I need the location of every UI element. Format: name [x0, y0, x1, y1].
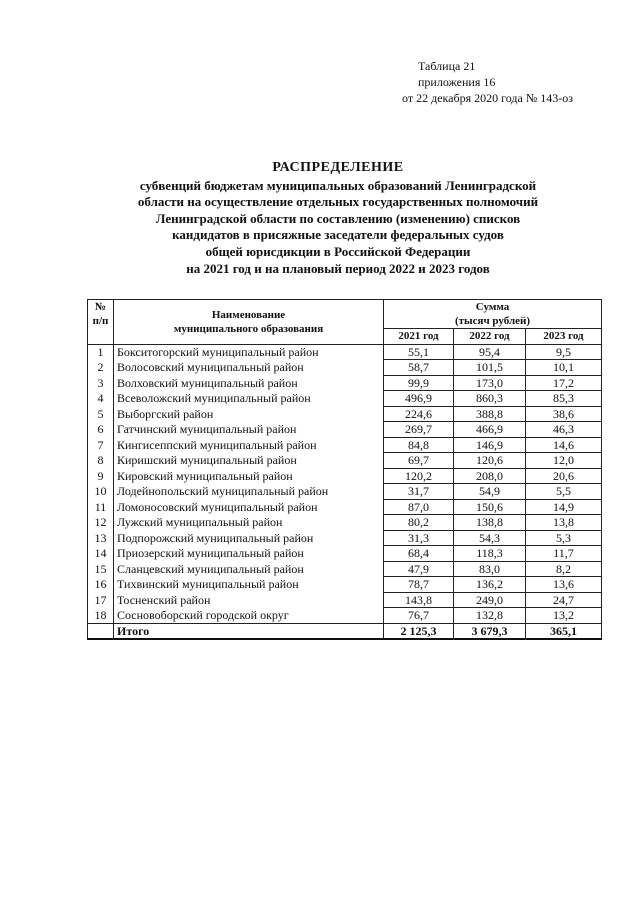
row-number: 18	[88, 608, 114, 624]
value-2022: 132,8	[454, 608, 526, 624]
title-heading: РАСПРЕДЕЛЕНИЕ	[272, 160, 404, 175]
value-2022: 54,3	[454, 530, 526, 546]
value-2023: 9,5	[526, 344, 602, 360]
municipality-name: Всеволожский муниципальный район	[114, 391, 384, 407]
column-header-2023: 2023 год	[526, 329, 602, 345]
value-2021: 120,2	[384, 468, 454, 484]
table-row	[88, 437, 602, 453]
column-header-sum	[384, 300, 602, 329]
total-row	[88, 623, 602, 639]
distribution-table	[87, 299, 602, 640]
value-2022: 249,0	[454, 592, 526, 608]
row-number: 4	[88, 391, 114, 407]
municipality-name: Сланцевский муниципальный район	[114, 561, 384, 577]
table-row	[88, 422, 602, 438]
municipality-name: Киришский муниципальный район	[114, 453, 384, 469]
value-2023: 8,2	[526, 561, 602, 577]
title-line: кандидатов в присяжные заседатели федеральных судов	[172, 227, 504, 243]
value-2023: 5,5	[526, 484, 602, 500]
municipality-name: Сосновоборский городской округ	[114, 608, 384, 624]
municipality-name: Бокситогорский муниципальный район	[114, 344, 384, 360]
total-2021: 2 125,3	[384, 623, 454, 639]
value-2023: 46,3	[526, 422, 602, 438]
total-2023: 365,1	[526, 623, 602, 639]
value-2021: 58,7	[384, 360, 454, 376]
column-header-sum-line: Сумма	[475, 301, 510, 313]
value-2022: 83,0	[454, 561, 526, 577]
row-number: 1	[88, 344, 114, 360]
value-2021: 47,9	[384, 561, 454, 577]
title-line: на 2021 год и на плановый период 2022 и 2023 годов	[186, 260, 490, 276]
value-2021: 31,3	[384, 530, 454, 546]
value-2023: 14,6	[526, 437, 602, 453]
municipality-name: Лужский муниципальный район	[114, 515, 384, 531]
municipality-name: Выборгский район	[114, 406, 384, 422]
column-header-2021: 2021 год	[384, 329, 454, 345]
value-2023: 38,6	[526, 406, 602, 422]
value-2023: 13,8	[526, 515, 602, 531]
value-2021: 55,1	[384, 344, 454, 360]
title-line: Ленинградской области по составлению (изменению) списков	[155, 210, 521, 226]
title-line: субвенций бюджетам муниципальных образований Ленинградской	[139, 177, 537, 193]
row-number: 11	[88, 499, 114, 515]
appendix-reference	[402, 58, 630, 106]
total-label: Итого	[114, 623, 384, 639]
value-2022: 118,3	[454, 546, 526, 562]
value-2022: 138,8	[454, 515, 526, 531]
column-header-name-line: Наименование	[211, 308, 286, 321]
value-2021: 84,8	[384, 437, 454, 453]
total-2022: 3 679,3	[454, 623, 526, 639]
column-header-number	[88, 300, 114, 345]
table-row	[88, 577, 602, 593]
table-row	[88, 484, 602, 500]
value-2022: 208,0	[454, 468, 526, 484]
table-row	[88, 530, 602, 546]
municipality-name: Тихвинский муниципальный район	[114, 577, 384, 593]
value-2022: 136,2	[454, 577, 526, 593]
value-2023: 20,6	[526, 468, 602, 484]
value-2023: 24,7	[526, 592, 602, 608]
value-2022: 150,6	[454, 499, 526, 515]
value-2022: 173,0	[454, 375, 526, 391]
table-row	[88, 499, 602, 515]
value-2022: 860,3	[454, 391, 526, 407]
municipality-name: Подпорожский муниципальный район	[114, 530, 384, 546]
municipality-name: Волосовский муниципальный район	[114, 360, 384, 376]
row-number: 9	[88, 468, 114, 484]
table-row	[88, 592, 602, 608]
title-line: общей юрисдикции в Российской Федерации	[205, 243, 471, 259]
row-number: 16	[88, 577, 114, 593]
title-line: области на осуществление отдельных государственных полномочий	[137, 194, 539, 210]
column-header-number-line: №	[94, 301, 107, 313]
row-number: 2	[88, 360, 114, 376]
total-number-cell	[88, 623, 114, 639]
column-header-name-line: муниципального образования	[173, 322, 324, 335]
appendix-number: приложения 16	[418, 75, 496, 89]
value-2021: 69,7	[384, 453, 454, 469]
table-row	[88, 360, 602, 376]
table-row	[88, 453, 602, 469]
value-2023: 5,3	[526, 530, 602, 546]
municipality-name: Гатчинский муниципальный район	[114, 422, 384, 438]
value-2023: 13,2	[526, 608, 602, 624]
table-row	[88, 515, 602, 531]
value-2022: 120,6	[454, 453, 526, 469]
row-number: 13	[88, 530, 114, 546]
value-2021: 269,7	[384, 422, 454, 438]
column-header-name	[114, 300, 384, 345]
value-2023: 11,7	[526, 546, 602, 562]
municipality-name: Кингисеппский муниципальный район	[114, 437, 384, 453]
value-2021: 99,9	[384, 375, 454, 391]
table-row	[88, 375, 602, 391]
table-row	[88, 546, 602, 562]
value-2022: 54,9	[454, 484, 526, 500]
value-2022: 95,4	[454, 344, 526, 360]
row-number: 3	[88, 375, 114, 391]
row-number: 10	[88, 484, 114, 500]
value-2022: 466,9	[454, 422, 526, 438]
row-number: 12	[88, 515, 114, 531]
value-2021: 80,2	[384, 515, 454, 531]
table-row	[88, 344, 602, 360]
table-row	[88, 391, 602, 407]
value-2023: 14,9	[526, 499, 602, 515]
value-2021: 31,7	[384, 484, 454, 500]
value-2021: 87,0	[384, 499, 454, 515]
law-reference: от 22 декабря 2020 года № 143-оз	[402, 91, 574, 105]
row-number: 5	[88, 406, 114, 422]
value-2021: 143,8	[384, 592, 454, 608]
value-2021: 76,7	[384, 608, 454, 624]
municipality-name: Волховский муниципальный район	[114, 375, 384, 391]
column-header-sum-line: (тысяч рублей)	[454, 315, 531, 327]
value-2021: 68,4	[384, 546, 454, 562]
value-2021: 78,7	[384, 577, 454, 593]
table-body	[88, 344, 602, 639]
column-header-number-line: п/п	[92, 315, 109, 327]
value-2023: 17,2	[526, 375, 602, 391]
row-number: 8	[88, 453, 114, 469]
municipality-name: Тосненский район	[114, 592, 384, 608]
row-number: 17	[88, 592, 114, 608]
table-row	[88, 406, 602, 422]
table-row	[88, 468, 602, 484]
municipality-name: Лодейнопольский муниципальный район	[114, 484, 384, 500]
row-number: 15	[88, 561, 114, 577]
row-number: 14	[88, 546, 114, 562]
municipality-name: Кировский муниципальный район	[114, 468, 384, 484]
value-2022: 146,9	[454, 437, 526, 453]
table-number: Таблица 21	[418, 59, 476, 73]
value-2023: 12,0	[526, 453, 602, 469]
value-2023: 85,3	[526, 391, 602, 407]
table-row	[88, 561, 602, 577]
value-2022: 388,8	[454, 406, 526, 422]
value-2023: 10,1	[526, 360, 602, 376]
value-2023: 13,6	[526, 577, 602, 593]
table-row	[88, 608, 602, 624]
municipality-name: Приозерский муниципальный район	[114, 546, 384, 562]
value-2022: 101,5	[454, 360, 526, 376]
municipality-name: Ломоносовский муниципальный район	[114, 499, 384, 515]
value-2021: 224,6	[384, 406, 454, 422]
document-title	[100, 160, 576, 277]
value-2021: 496,9	[384, 391, 454, 407]
row-number: 6	[88, 422, 114, 438]
column-header-2022: 2022 год	[454, 329, 526, 345]
row-number: 7	[88, 437, 114, 453]
